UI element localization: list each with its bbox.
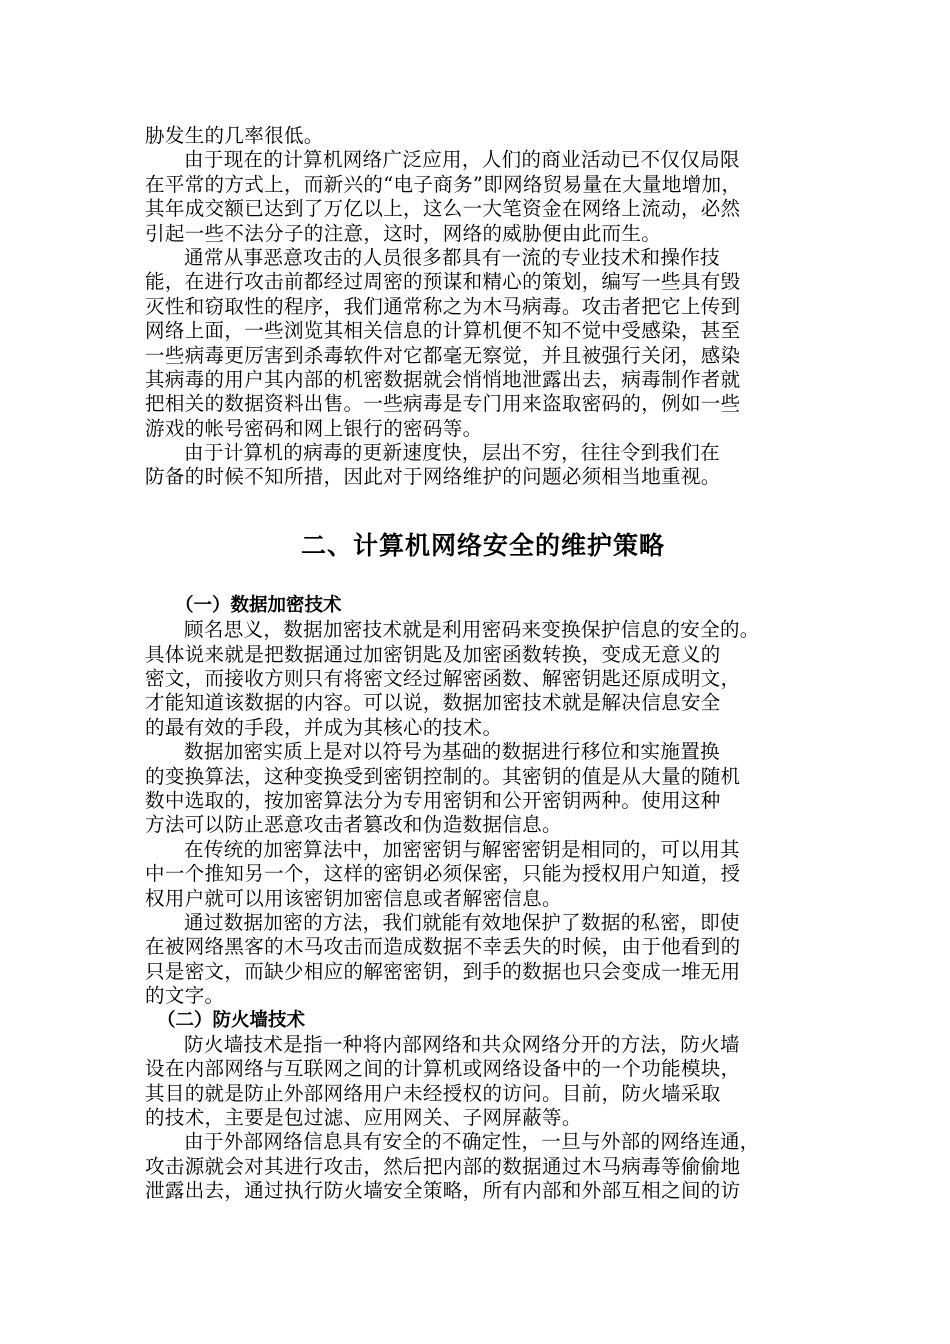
document-page [145,124,821,1204]
text-line: 的变换算法，这种变换受到密钥控制的。其密钥的值是从大量的随机 [145,764,741,788]
text-line: 游戏的帐号密码和网上银行的密码等。 [145,416,483,440]
text-line: 其病毒的用户其内部的机密数据就会悄悄地泄露出去，病毒制作者就 [145,367,741,391]
text-line: 的文字。 [145,984,225,1008]
paragraph-block-a [145,124,821,490]
text-line: 通过数据加密的方法，我们就能有效地保护了数据的私密，即使 [184,910,740,934]
text-line: 权用户就可以用该密钥加密信息或者解密信息。 [145,886,562,910]
text-line: 数中选取的，按加密算法分为专用密钥和公开密钥两种。使用这种 [145,788,721,812]
text-line: 设在内部网络与互联网之间的计算机或网络设备中的一个功能模块， [145,1057,741,1081]
text-line: 密文，而接收方则只有将密文经过解密函数、解密钥匙还原成明文， [145,667,741,691]
text-line: 灭性和窃取性的程序，我们通常称之为木马病毒。攻击者把它上传到 [145,294,741,318]
text-line: 把相关的数据资料出售。一些病毒是专门用来盗取密码的，例如一些 [145,392,741,416]
text-line: 由于外部网络信息具有安全的不确定性，一旦与外部的网络连通， [184,1130,760,1154]
paragraph-block-c [145,1033,821,1204]
text-line: 防备的时候不知所措，因此对于网络维护的问题必须相当地重视。 [145,465,721,489]
text-line: 方法可以防止恶意攻击者篡改和伪造数据信息。 [145,813,562,837]
text-line: 具体说来就是把数据通过加密钥匙及加密函数转换，变成无意义的 [145,642,721,666]
subsection-heading-firewall: （二）防火墙技术 [157,1009,306,1031]
text-line: 顾名思义，数据加密技术就是利用密码来变换保护信息的安全的。 [184,618,760,642]
subsection-heading-encryption: （一）数据加密技术 [175,594,342,616]
text-line: 的技术，主要是包过滤、应用网关、子网屏蔽等。 [145,1106,582,1130]
text-line: 由于现在的计算机网络广泛应用，人们的商业活动已不仅仅局限 [184,148,740,172]
text-line: 的最有效的手段，并成为其核心的技术。 [145,715,503,739]
text-line: 在平常的方式上，而新兴的“电子商务”即网络贸易量在大量地增加， [145,172,742,196]
text-line: 网络上面，一些浏览其相关信息的计算机便不知不觉中受感染，甚至 [145,319,741,343]
text-line: 才能知道该数据的内容。可以说，数据加密技术就是解决信息安全 [145,691,721,715]
text-line: 由于计算机的病毒的更新速度快，层出不穷，往往令到我们在 [184,441,720,465]
text-line: 其年成交额已达到了万亿以上，这么一大笔资金在网络上流动，必然 [145,197,741,221]
text-line: 胁发生的几率很低。 [145,124,324,147]
text-line: 引起一些不法分子的注意，这时，网络的威胁便由此而生。 [145,221,662,245]
text-line: 通常从事恶意攻击的人员很多都具有一流的专业技术和操作技 [184,245,720,269]
text-line: 中一个推知另一个，这样的密钥必须保密，只能为授权用户知道，授 [145,862,741,886]
paragraph-block-b [145,618,821,1008]
text-line: 一些病毒更厉害到杀毒软件对它都毫无察觉，并且被强行关闭，感染 [145,343,741,367]
text-line: 只是密文，而缺少相应的解密密钥，到手的数据也只会变成一堆无用 [145,959,741,983]
text-line: 能，在进行攻击前都经过周密的预谋和精心的策划，编写一些具有毁 [145,270,741,294]
section-heading: 二、计算机网络安全的维护策略 [300,530,665,560]
text-line: 其目的就是防止外部网络用户未经授权的访问。目前，防火墙采取 [145,1081,721,1105]
text-line: 在传统的加密算法中，加密密钥与解密密钥是相同的，可以用其 [184,837,740,861]
text-line: 在被网络黑客的木马攻击而造成数据不幸丢失的时候，由于他看到的 [145,935,741,959]
text-line: 攻击源就会对其进行攻击，然后把内部的数据通过木马病毒等偷偷地 [145,1154,741,1178]
text-line: 泄露出去，通过执行防火墙安全策略，所有内部和外部互相之间的访 [145,1179,741,1203]
text-line: 防火墙技术是指一种将内部网络和共众网络分开的方法，防火墙 [184,1032,740,1056]
text-line: 数据加密实质上是对以符号为基础的数据进行移位和实施置换 [184,740,720,764]
